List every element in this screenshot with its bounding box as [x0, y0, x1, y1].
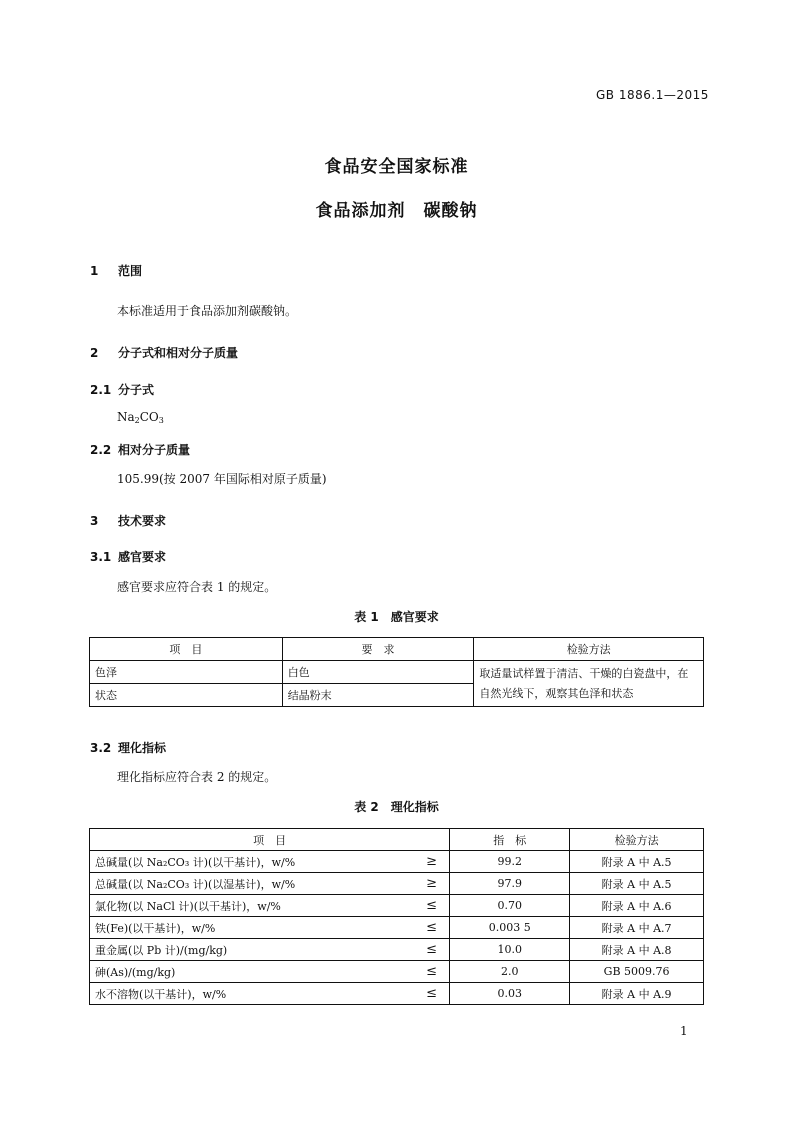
table-2: [89, 828, 704, 1005]
col-header-method: 检验方法: [474, 638, 704, 661]
cell-value: 0.003 5: [450, 917, 570, 939]
standard-number: GB 1886.1—2015: [596, 88, 709, 102]
table-header-row: [90, 638, 704, 661]
section-1-heading: 1 范围: [90, 264, 143, 278]
document-title: 食品安全国家标准: [324, 157, 469, 177]
cell-requirement: 结晶粉末: [282, 684, 474, 707]
col-header-item: 项 目: [90, 638, 283, 661]
document-subtitle: 食品添加剂 碳酸钠: [315, 201, 478, 221]
cell-item: 铁(Fe)(以干基计)，w/%: [90, 917, 414, 939]
cell-value: 10.0: [450, 939, 570, 961]
page-number: 1: [680, 1024, 688, 1038]
cell-comparator: ≤: [414, 983, 450, 1005]
col-header-item: 项 目: [90, 829, 450, 851]
cell-item: 重金属(以 Pb 计)/(mg/kg): [90, 939, 414, 961]
table-header-row: [90, 829, 704, 851]
section-2-heading: 2 分子式和相对分子质量: [90, 346, 239, 360]
col-header-method: 检验方法: [570, 829, 704, 851]
table-1: [89, 637, 704, 707]
cell-method: GB 5009.76: [570, 961, 704, 983]
table-row: [90, 851, 704, 873]
table-row: [90, 961, 704, 983]
table-row: [90, 661, 704, 684]
table-row: [90, 895, 704, 917]
cell-value: 99.2: [450, 851, 570, 873]
cell-comparator: ≤: [414, 961, 450, 983]
table-row: [90, 983, 704, 1005]
cell-method: 附录 A 中 A.9: [570, 983, 704, 1005]
cell-value: 0.03: [450, 983, 570, 1005]
col-header-requirement: 要 求: [282, 638, 474, 661]
table-row: [90, 917, 704, 939]
section-3-1-body: 感官要求应符合表 1 的规定。: [117, 580, 277, 594]
cell-item: 状态: [90, 684, 283, 707]
cell-value: 0.70: [450, 895, 570, 917]
cell-method: 附录 A 中 A.7: [570, 917, 704, 939]
table-2-caption: 表 2 理化指标: [354, 800, 439, 814]
section-3-heading: 3 技术要求: [90, 514, 167, 528]
cell-requirement: 白色: [282, 661, 474, 684]
section-3-1-heading: 3.1 感官要求: [90, 550, 167, 564]
cell-comparator: ≤: [414, 917, 450, 939]
table-row: [90, 873, 704, 895]
section-3-2-heading: 3.2 理化指标: [90, 741, 167, 755]
table-row: [90, 939, 704, 961]
section-2-1-heading: 2.1 分子式: [90, 383, 155, 397]
cell-method: 附录 A 中 A.5: [570, 851, 704, 873]
cell-item: 砷(As)/(mg/kg): [90, 961, 414, 983]
molecular-weight: 105.99(按 2007 年国际相对原子质量): [117, 472, 327, 486]
cell-comparator: ≤: [414, 895, 450, 917]
section-1-body: 本标准适用于食品添加剂碳酸钠。: [117, 304, 298, 318]
cell-value: 2.0: [450, 961, 570, 983]
cell-comparator: ≥: [414, 851, 450, 873]
cell-value: 97.9: [450, 873, 570, 895]
cell-method: 附录 A 中 A.8: [570, 939, 704, 961]
cell-method: 附录 A 中 A.6: [570, 895, 704, 917]
molecular-formula: $Na_2CO_3$: [117, 410, 164, 425]
cell-comparator: ≥: [414, 873, 450, 895]
cell-method: 附录 A 中 A.5: [570, 873, 704, 895]
table-1-caption: 表 1 感官要求: [354, 610, 439, 624]
cell-item: 氯化物(以 NaCl 计)(以干基计)，w/%: [90, 895, 414, 917]
cell-item: 水不溶物(以干基计)，w/%: [90, 983, 414, 1005]
section-2-2-heading: 2.2 相对分子质量: [90, 443, 191, 457]
cell-item: 总碱量(以 Na₂CO₃ 计)(以湿基计)，w/%: [90, 873, 414, 895]
cell-item: 总碱量(以 Na₂CO₃ 计)(以干基计)，w/%: [90, 851, 414, 873]
col-header-value: 指 标: [450, 829, 570, 851]
cell-item: 色泽: [90, 661, 283, 684]
cell-comparator: ≤: [414, 939, 450, 961]
cell-method: 取适量试样置于清洁、干燥的白瓷盘中，在自然光线下，观察其色泽和状态: [474, 661, 704, 707]
section-3-2-body: 理化指标应符合表 2 的规定。: [117, 770, 277, 784]
